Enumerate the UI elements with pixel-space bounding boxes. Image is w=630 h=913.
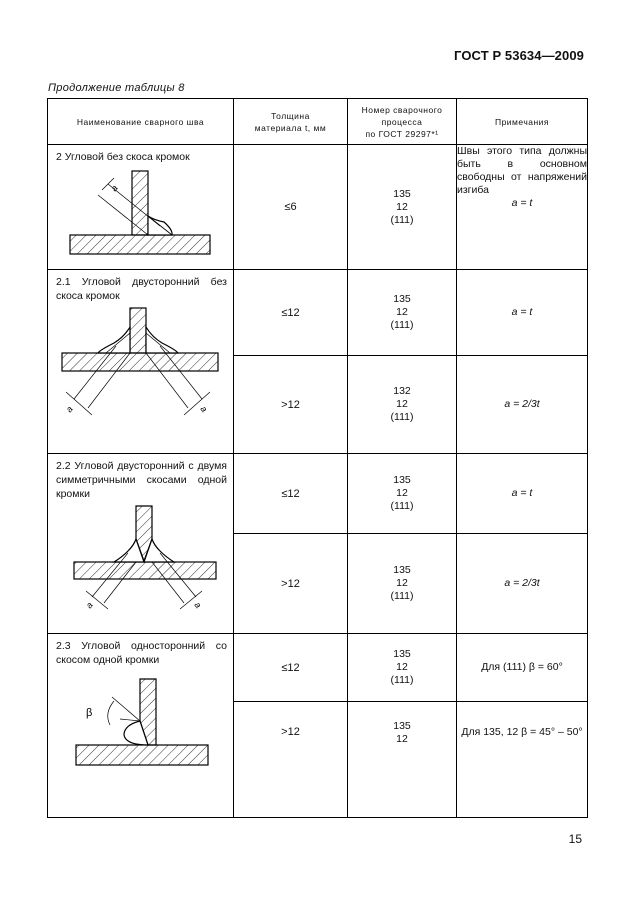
process-cell: 135 12 (111) — [348, 270, 457, 356]
header-thickness: Толщина материала t, мм — [234, 99, 348, 145]
process-cell: 132 12 (111) — [348, 356, 457, 454]
svg-text:β: β — [86, 707, 93, 719]
svg-text:a: a — [63, 404, 75, 415]
fillet-weld-diagram — [48, 164, 234, 269]
notes-cell: Для 135, 12 β = 45° – 50° — [457, 702, 588, 818]
single-bevel-fillet-weld-diagram — [48, 667, 234, 807]
svg-text:a: a — [108, 183, 120, 194]
process-cell: 135 12 (111) — [348, 454, 457, 534]
thickness-cell: ≤12 — [234, 270, 348, 356]
thickness-cell: >12 — [234, 702, 348, 818]
thickness-cell: ≤6 — [234, 145, 348, 270]
row-name-cell — [48, 454, 234, 634]
table-row — [48, 634, 588, 702]
row-name: 2.2 Угловой двусторонний с двумя симметричными скосами одной кромки — [56, 460, 227, 500]
header-notes: Примечания — [457, 99, 588, 145]
header-name: Наименование сварного шва — [48, 99, 234, 145]
notes-cell: a = 2/3t — [457, 534, 588, 634]
row-name-cell — [48, 634, 234, 818]
row-name-cell — [48, 145, 234, 270]
weld-table — [47, 98, 588, 818]
table-row — [48, 270, 588, 356]
notes-cell: a = 2/3t — [457, 356, 588, 454]
row-name: 2.3 Угловой односторонний со скосом одной кромки — [56, 640, 227, 666]
svg-text:a: a — [198, 403, 210, 415]
page-number: 15 — [568, 832, 582, 846]
table-row — [48, 145, 588, 270]
double-fillet-weld-diagram — [48, 303, 234, 443]
thickness-cell: ≤12 — [234, 634, 348, 702]
process-cell: 135 12 (111) — [348, 634, 457, 702]
row-name-cell — [48, 270, 234, 454]
table-continuation-caption: Продолжение таблицы 8 — [48, 82, 185, 94]
thickness-cell: ≤12 — [234, 454, 348, 534]
notes-cell: a = t — [457, 454, 588, 534]
process-cell: 135 12 (111) — [348, 145, 457, 270]
notes-cell: a = t — [457, 270, 588, 356]
process-cell: 135 12 — [348, 702, 457, 818]
thickness-cell: >12 — [234, 356, 348, 454]
table-row — [48, 454, 588, 534]
process-cell: 135 12 (111) — [348, 534, 457, 634]
row-name: 2.1 Угловой двусторонний без скоса кромок — [56, 276, 227, 302]
row-name: 2 Угловой без скоса кромок — [56, 151, 190, 163]
double-bevel-fillet-weld-diagram — [48, 501, 234, 621]
header-process: Номер сварочного процесса по ГОСТ 29297*¹ — [348, 99, 457, 145]
svg-text:a: a — [83, 600, 95, 611]
svg-text:a: a — [192, 599, 204, 611]
standard-designation: ГОСТ Р 53634—2009 — [454, 48, 584, 63]
table-header-row — [48, 99, 588, 145]
notes-cell: Для (111) β = 60° — [457, 634, 588, 702]
notes-cell: Швы этого типа должны быть в основном свободны от напряжений изгиба a = t — [457, 145, 588, 270]
thickness-cell: >12 — [234, 534, 348, 634]
